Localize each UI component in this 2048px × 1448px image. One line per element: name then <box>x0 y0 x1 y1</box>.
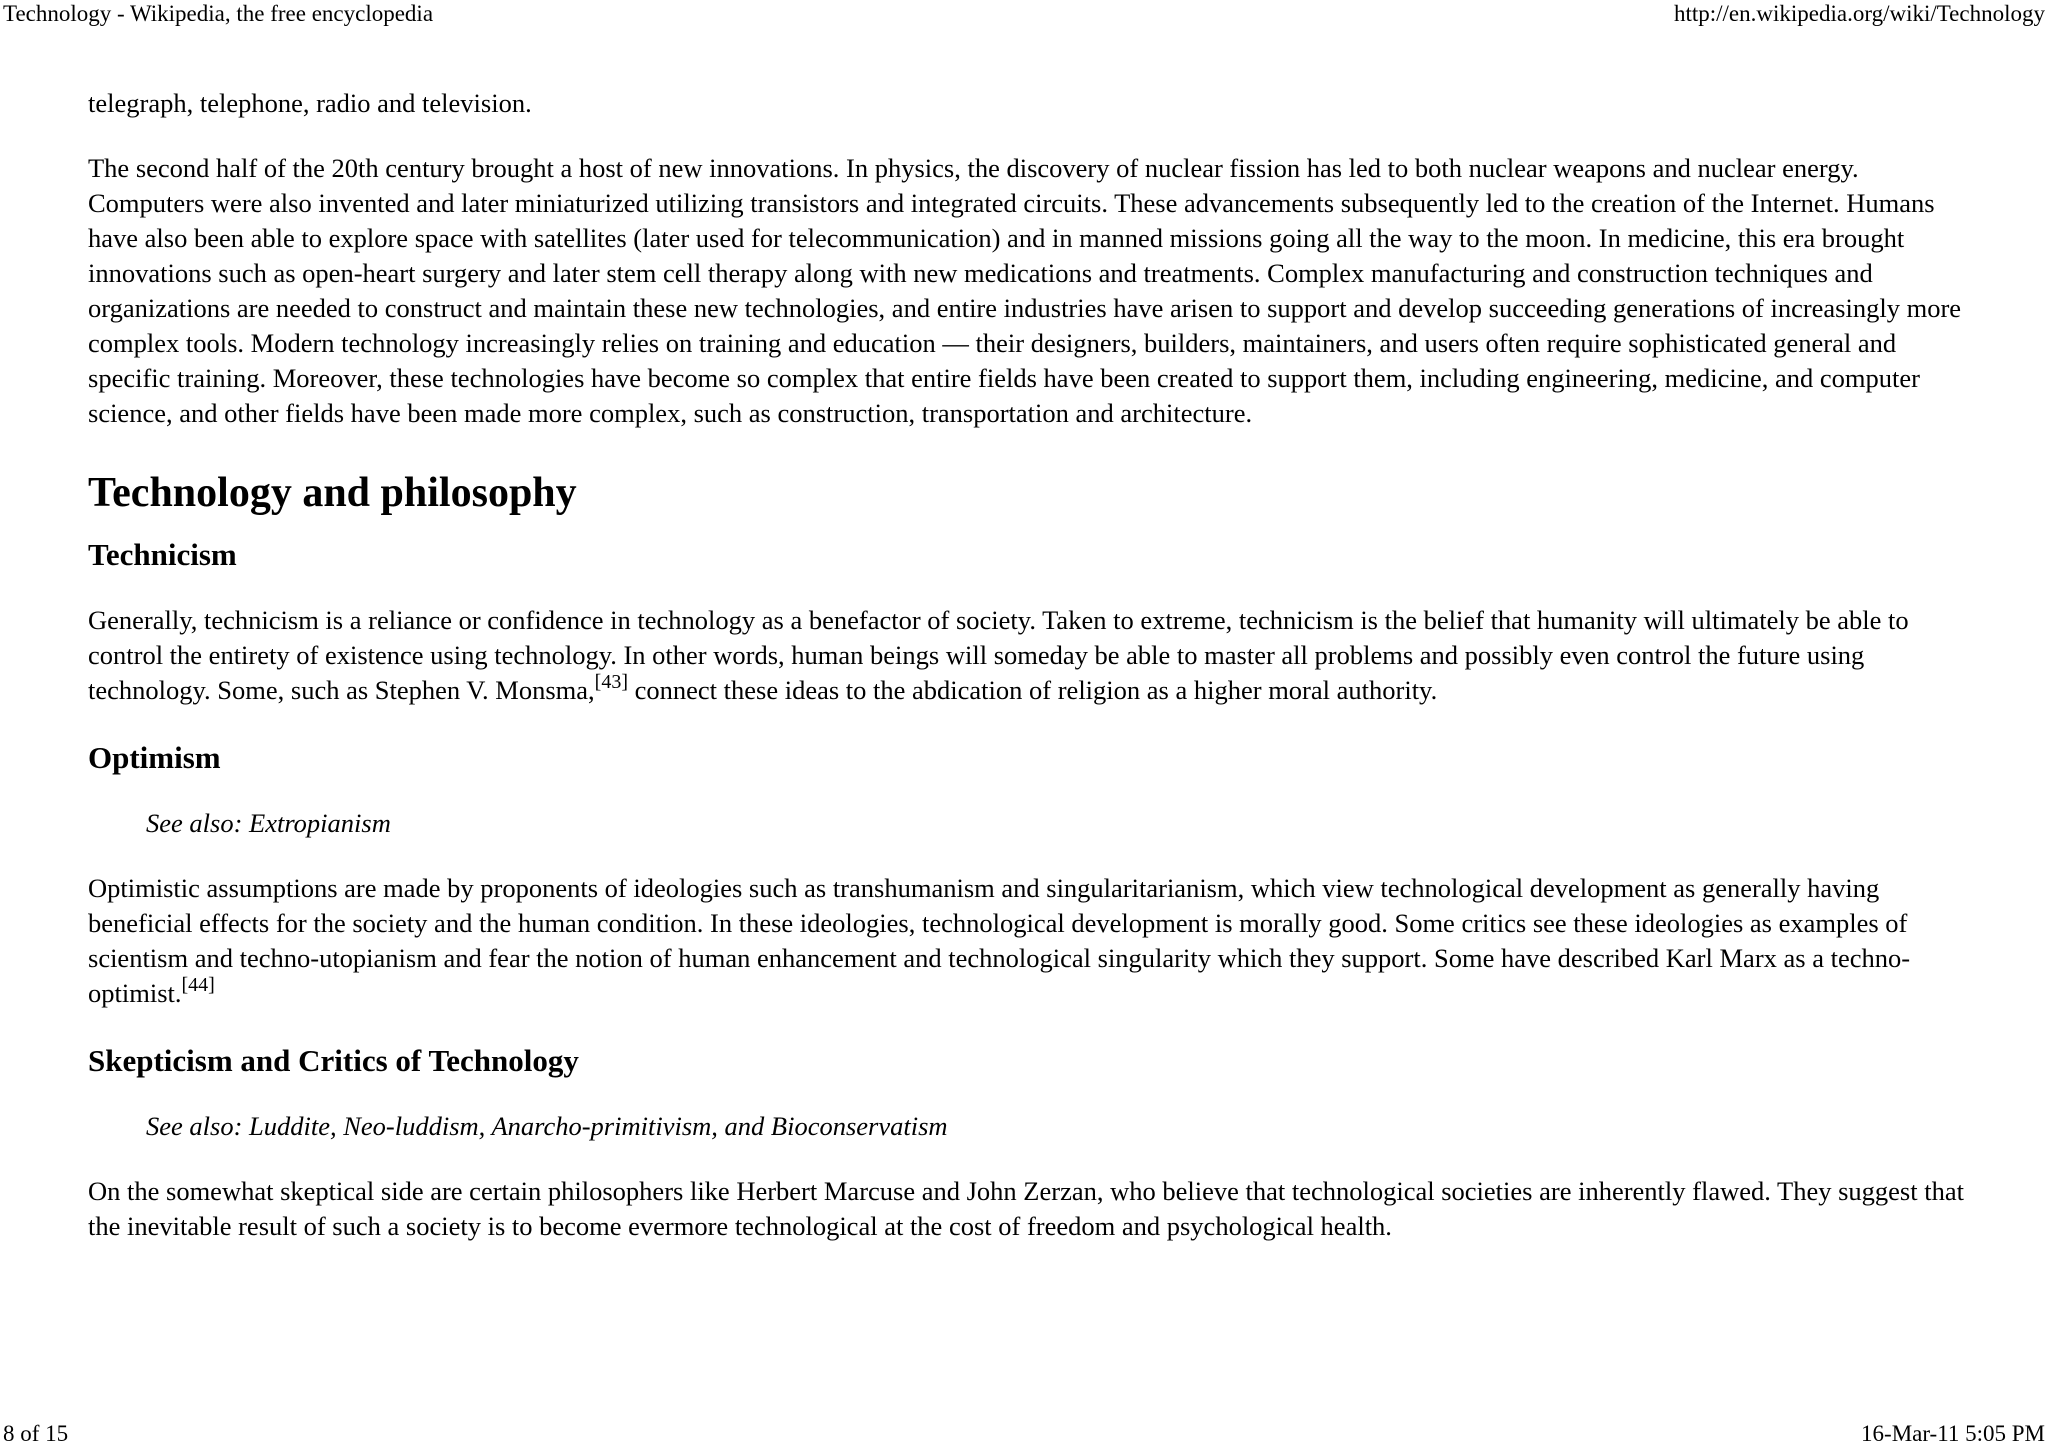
page-number: 8 of 15 <box>3 1421 69 1446</box>
paragraph-intro-tail: telegraph, telephone, radio and television. <box>88 88 532 118</box>
technicism-text-end: connect these ideas to the abdication of religion as a higher moral authority. <box>628 675 1438 705</box>
section-heading-technology-and-philosophy: Technology and philosophy <box>88 470 577 516</box>
subsection-heading-skepticism: Skepticism and Critics of Technology <box>88 1043 579 1078</box>
see-also-extropianism: See also: Extropianism <box>146 808 391 838</box>
reference-44[interactable] <box>182 974 215 996</box>
page-url[interactable]: http://en.wikipedia.org/wiki/Technology <box>1673 1 2045 26</box>
print-datetime: 16-Mar-11 5:05 PM <box>1861 1421 2045 1446</box>
reference-44-link[interactable]: [44] <box>181 974 215 996</box>
page-title: Technology - Wikipedia, the free encyclopedia <box>3 1 434 26</box>
reference-43-link[interactable]: [43] <box>594 671 628 693</box>
subsection-heading-optimism: Optimism <box>88 740 221 775</box>
subsection-heading-technicism: Technicism <box>88 537 237 572</box>
paragraph-optimism <box>88 871 1968 1011</box>
reference-43[interactable] <box>595 671 628 693</box>
paragraph-20th-century: The second half of the 20th century brought a host of new innovations. In physics, the discovery of nuclear fission has led to both nuclear weapons and nuclear energy. Computers were also invented and later miniaturized utilizing transistors and integrated circuits. These advancements subsequently led to the creation of the Internet. Humans have also been able to explore space with satellites (later used for telecommunication) and in manned missions going all the way to the moon. In medicine, this era brought innovations such as open-heart surgery and later stem cell therapy along with new medications and treatments. Complex manufacturing and construction techniques and organizations are needed to construct and maintain these new technologies, and entire industries have arisen to support and develop succeeding generations of increasingly more complex tools. Modern technology increasingly relies on training and education — their designers, builders, maintainers, and users often require sophisticated general and specific training. Moreover, these technologies have become so complex that entire fields have been created to support them, including engineering, medicine, and computer science, and other fields have been made more complex, such as construction, transportation and architecture. <box>88 153 1962 428</box>
technicism-text: Generally, technicism is a reliance or confidence in technology as a benefactor of society. Taken to extreme, technicism is the belief that humanity will ultimately be able to control the entirety of existence using technology. In other words, human beings will someday be able to master all problems and possibly even control the future using technology. Some, such as Stephen V. Monsma, <box>88 605 1909 705</box>
optimism-text: Optimistic assumptions are made by proponents of ideologies such as transhumanism and singularitarianism, which view technological development as generally having beneficial effects for the society and the human condition. In these ideologies, technological development is morally good. Some critics see these ideologies as examples of scientism and techno-utopianism and fear the notion of human enhancement and technological singularity which they support. Some have described Karl Marx as a techno-optimist. <box>88 873 1911 1008</box>
paragraph-technicism <box>88 603 1968 708</box>
paragraph-skepticism: On the somewhat skeptical side are certain philosophers like Herbert Marcuse and John Zerzan, who believe that technological societies are inherently flawed. They suggest that the inevitable result of such a society is to become evermore technological at the cost of freedom and psychological health. <box>88 1176 1964 1241</box>
see-also-luddite: See also: Luddite, Neo-luddism, Anarcho-primitivism, and Bioconservatism <box>146 1111 948 1141</box>
article-content <box>88 86 1968 1274</box>
